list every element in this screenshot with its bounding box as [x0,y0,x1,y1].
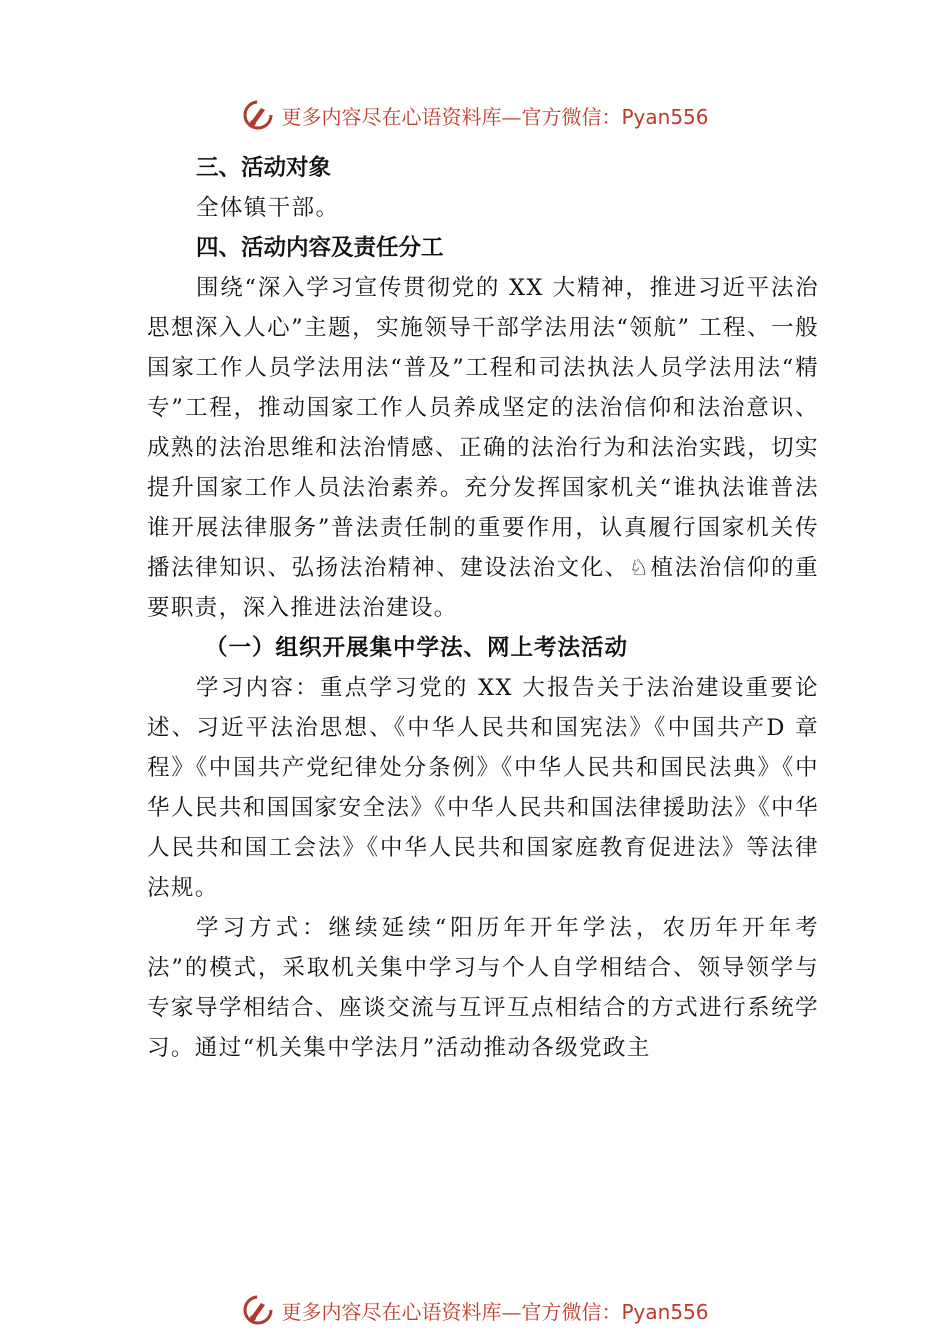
watermark-text [281,101,708,130]
watermark-separator: — [501,104,522,129]
watermark-label: 官方微信： [521,104,622,129]
footer-watermark [0,1290,950,1330]
ink-brush-logo-icon [241,1293,275,1327]
watermark-id: Pyan556 [621,1299,709,1324]
subsection-1-method-paragraph: 学习方式：继续延续“阳历年开年学法，农历年开年考法”的模式，采取机关集中学习与个人自学相结合、领导领学与专家导学相结合、座谈交流与互评互点相结合的方式进行系统学习。通过“机关集中学法月”活动推动各级党政主 [147,915,819,1061]
section-3-body: 全体镇干部。 [196,195,340,221]
watermark-label: 官方微信： [521,1299,622,1324]
document-body [147,148,819,1068]
header-watermark [0,95,950,135]
watermark-main: 更多内容尽在心语资料库 [281,1299,502,1324]
ink-brush-logo-icon [241,98,275,132]
watermark-id: Pyan556 [621,104,709,129]
section-3-title: 三、活动对象 [196,155,332,181]
subsection-1-content-paragraph: 学习内容：重点学习党的 XX 大报告关于法治建设重要论述、习近平法治思想、《中华人民共和国宪法》《中国共产D 章程》《中国共产党纪律处分条例》《中华人民共和国民法典》《中华人民共和国国家安全法》《中华人民共和国法律援助法》《中华人民共和国工会法》《中华人民共和国家庭教育促进法》等法律法规。 [147,675,819,901]
subsection-1-title: （一）组织开展集中学法、网上考法活动 [205,635,629,661]
watermark-separator: — [501,1299,522,1324]
section-4-paragraph: 围绕“深入学习宣传贯彻党的 XX 大精神，推进习近平法治思想深入人心”主题，实施领导干部学法用法“领航” 工程、一般国家工作人员学法用法“普及”工程和司法执法人员学法用法“精专”工程，推动国家工作人员养成坚定的法治信仰和法治意识、成熟的法治思维和法治情感、正确的法治行为和法治实践，切实提升国家工作人员法治素养。充分发挥国家机关“谁执法谁普法谁开展法律服务”普法责任制的重要作用，认真履行国家机关传播法律知识、弘扬法治精神、建设法治文化、♘植法治信仰的重要职责，深入推进法治建设。 [147,275,819,621]
section-4-title: 四、活动内容及责任分工 [196,235,444,261]
watermark-text [281,1296,708,1325]
watermark-main: 更多内容尽在心语资料库 [281,104,502,129]
